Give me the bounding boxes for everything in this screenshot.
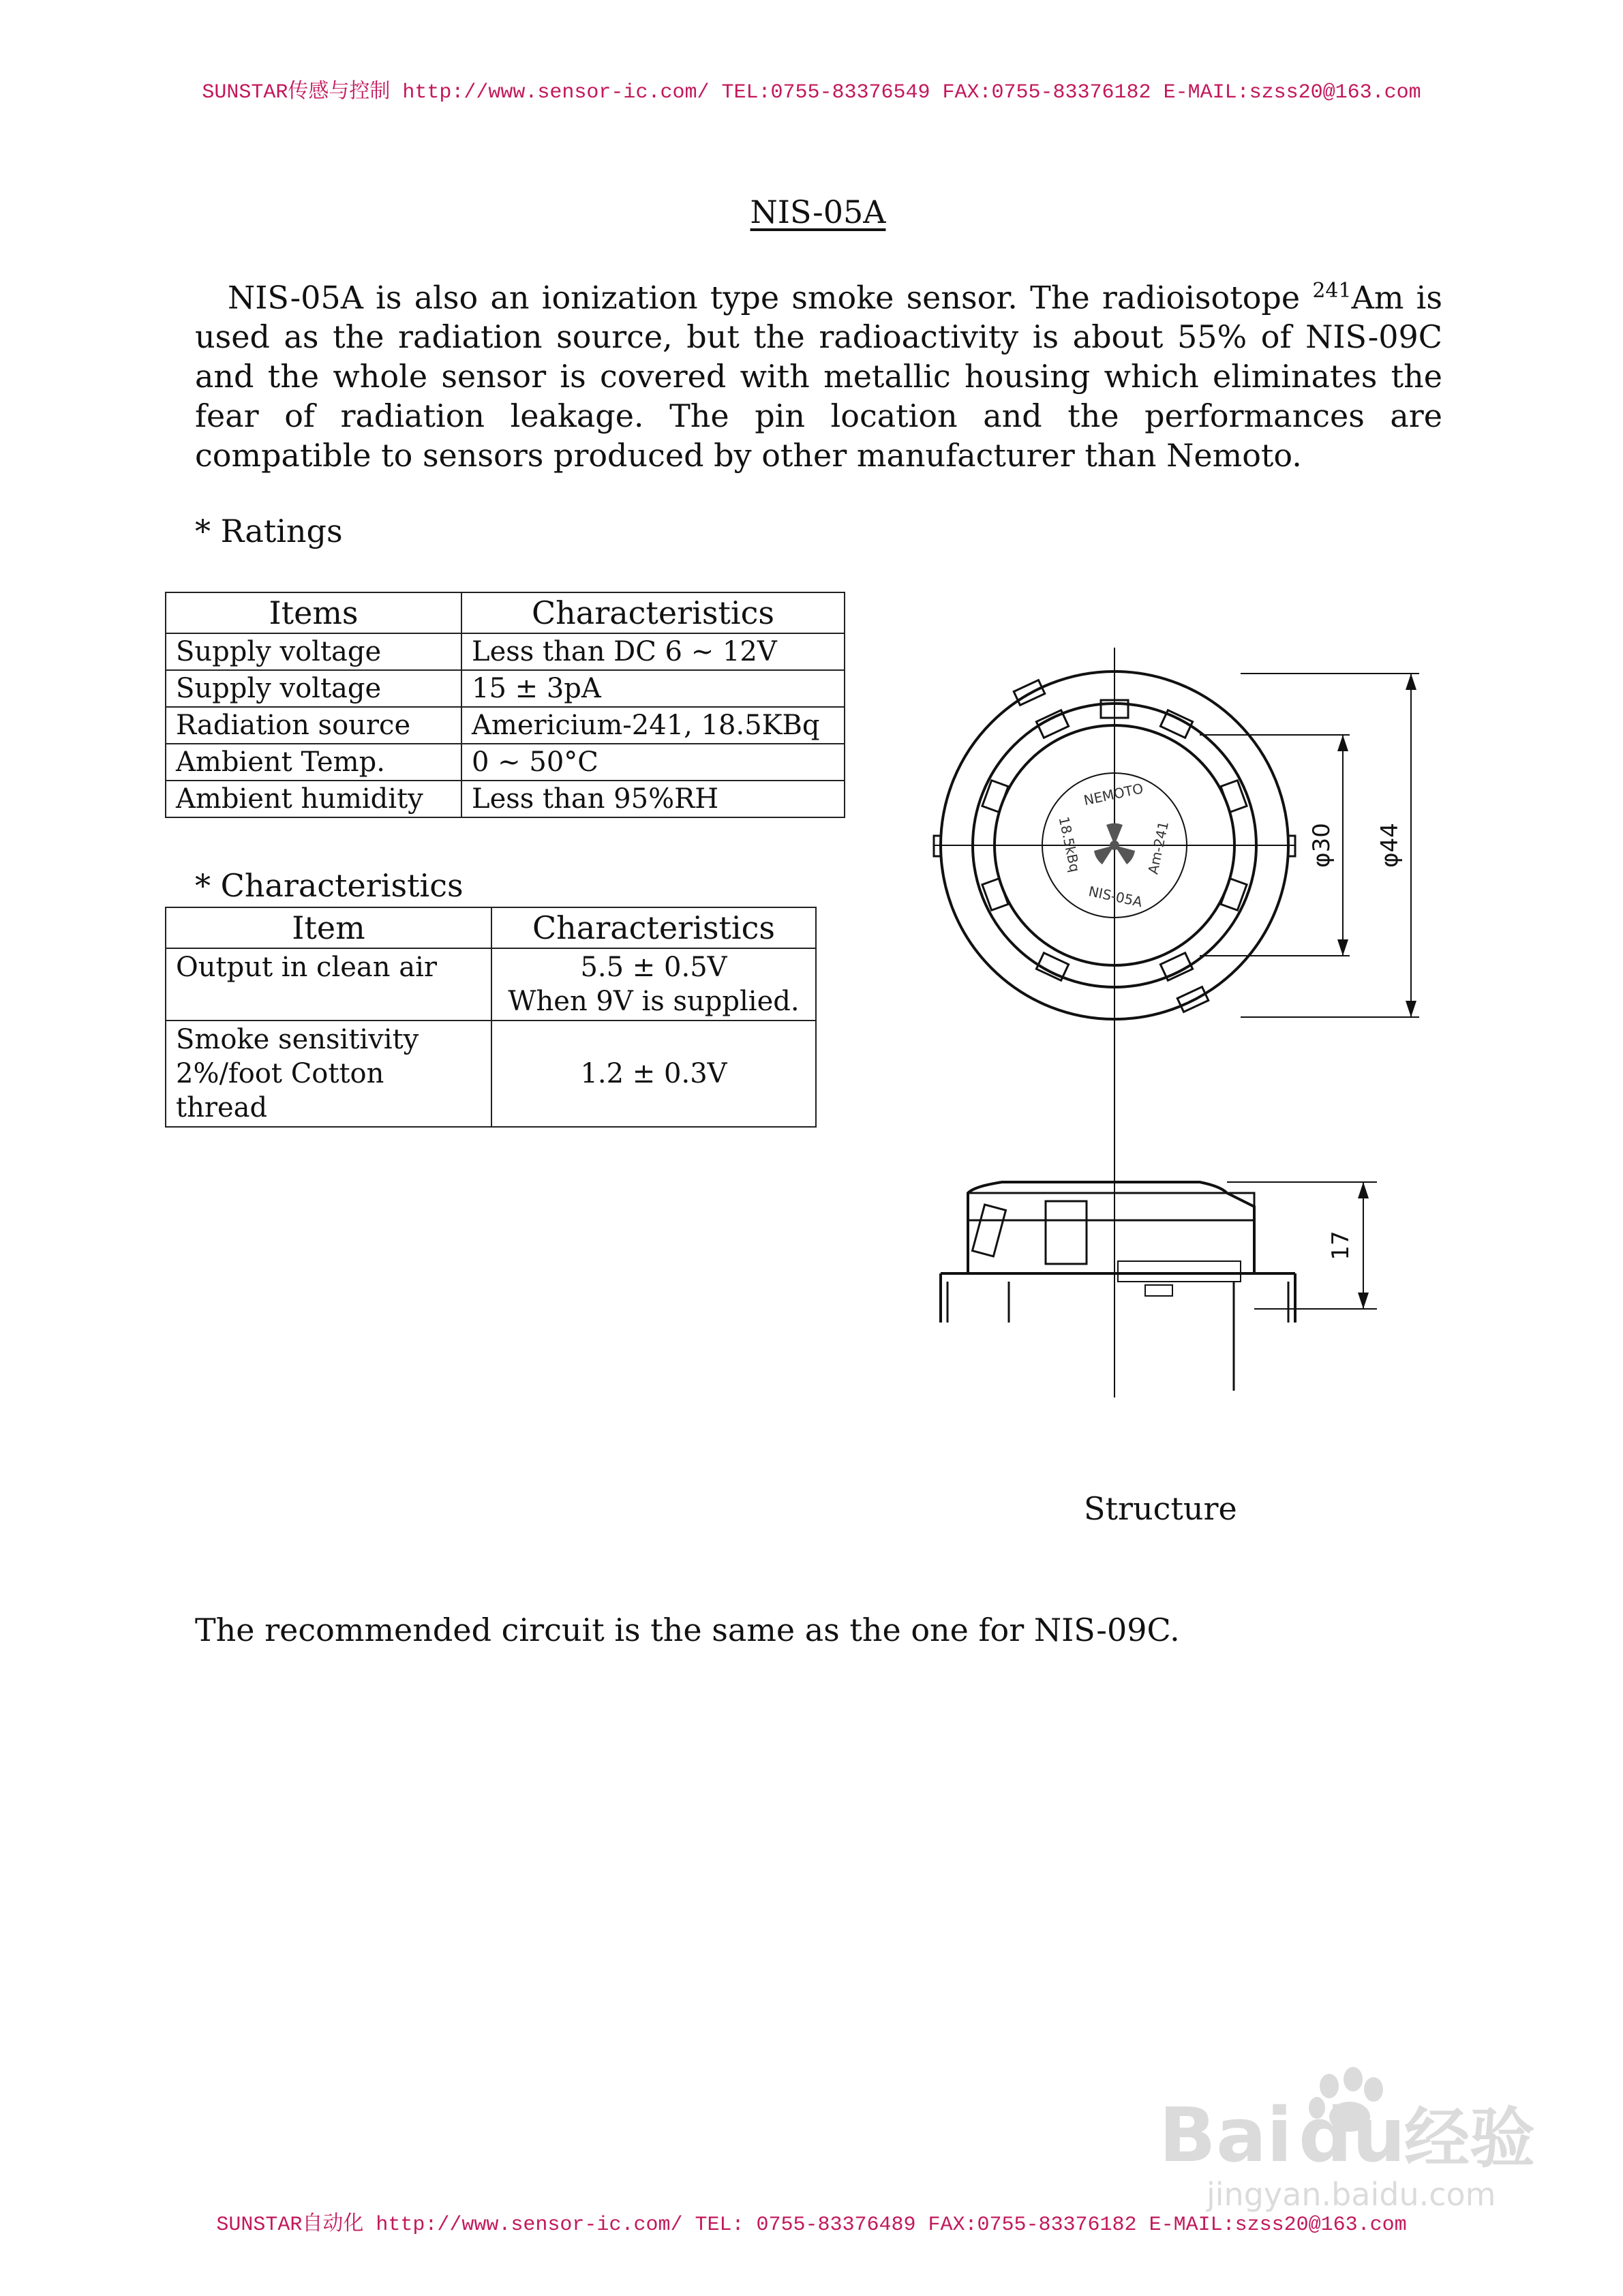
intro-text-1: NIS-05A is also an ionization type smoke sensor. The radioisotope <box>228 279 1313 316</box>
table-cell <box>166 1021 491 1127</box>
characteristics-heading: * Characteristics <box>195 867 464 904</box>
table-row <box>166 670 845 707</box>
column-header: Items <box>166 592 461 633</box>
table-cell: 0 ~ 50°C <box>461 744 845 781</box>
table-row <box>166 744 845 781</box>
dimension-inner-diameter: φ30 <box>1308 823 1335 868</box>
disc-label-activity: 18.5kBq <box>1055 815 1084 874</box>
table-cell: Ambient humidity <box>166 781 461 817</box>
page-footer: SUNSTAR自动化 http://www.sensor-ic.com/ TEL: 0755-83376489 FAX:0755-83376182 E-MAIL:szss20@163.com <box>216 2214 1407 2237</box>
table-cell: Supply voltage <box>166 670 461 707</box>
intro-paragraph <box>195 271 1442 475</box>
column-header: Characteristics <box>491 907 816 948</box>
table-cell: Less than 95%RH <box>461 781 845 817</box>
ratings-table <box>165 592 845 818</box>
document-title: NIS-05A <box>750 194 886 230</box>
disc-label-model: NIS-05A <box>1087 883 1144 911</box>
disc-label-brand: NEMOTO <box>1082 780 1145 809</box>
value-line: 5.5 ± 0.5V <box>580 952 727 983</box>
dimension-height: 17 <box>1327 1230 1354 1260</box>
table-row <box>166 633 845 670</box>
watermark-cn: 经验 <box>1404 2100 1535 2177</box>
table-row <box>166 1021 816 1127</box>
dimension-outer-diameter: φ44 <box>1376 823 1404 868</box>
table-row <box>166 781 845 817</box>
table-cell: Less than DC 6 ~ 12V <box>461 633 845 670</box>
page-header: SUNSTAR传感与控制 http://www.sensor-ic.com/ TEL:0755-83376549 FAX:0755-83376182 E-MAIL:szss20@163.com <box>202 81 1421 104</box>
table-cell: Radiation source <box>166 707 461 744</box>
table-row <box>166 707 845 744</box>
footer-note: The recommended circuit is the same as the one for NIS-09C. <box>195 1612 1180 1648</box>
side-view-cap <box>968 1193 1254 1220</box>
watermark-brand: Bai <box>1159 2091 1292 2179</box>
watermark-url: jingyan.baidu.com <box>1207 2176 1496 2213</box>
sensor-structure-drawing <box>913 648 1500 1404</box>
side-vent <box>1046 1201 1087 1264</box>
table-header-row <box>166 907 816 948</box>
column-header: Item <box>166 907 491 948</box>
table-cell: 15 ± 3pA <box>461 670 845 707</box>
item-note: 2%/foot Cotton thread <box>176 1058 384 1123</box>
ratings-heading: * Ratings <box>195 513 343 549</box>
table-cell <box>491 948 816 1021</box>
characteristics-table <box>165 907 817 1128</box>
table-header-row <box>166 592 845 633</box>
structure-caption: Structure <box>1084 1490 1237 1527</box>
table-cell: 1.2 ± 0.3V <box>491 1021 816 1127</box>
table-cell: Americium-241, 18.5KBq <box>461 707 845 744</box>
baidu-jingyan-watermark <box>1159 2059 1541 2216</box>
intro-text-2: Am is used as the radiation source, but the radioactivity is about 55% of NIS-09C and the whole sensor is covered with metallic housing which eliminates the fear of radiation leakage. The pin location and the performances are compatible to sensors produced by other manufacturer than Nemoto. <box>195 279 1443 474</box>
side-vent <box>972 1205 1005 1256</box>
table-cell: Supply voltage <box>166 633 461 670</box>
item-line: Smoke sensitivity <box>176 1024 419 1055</box>
isotope-superscript: 241 <box>1312 279 1352 303</box>
value-note: When 9V is supplied. <box>508 986 800 1017</box>
disc-label-isotope: Am-241 <box>1144 819 1172 876</box>
watermark-brand-2: du <box>1299 2091 1406 2179</box>
table-cell: Ambient Temp. <box>166 744 461 781</box>
column-header: Characteristics <box>461 592 845 633</box>
table-cell: Output in clean air <box>166 948 491 1021</box>
table-row <box>166 948 816 1021</box>
